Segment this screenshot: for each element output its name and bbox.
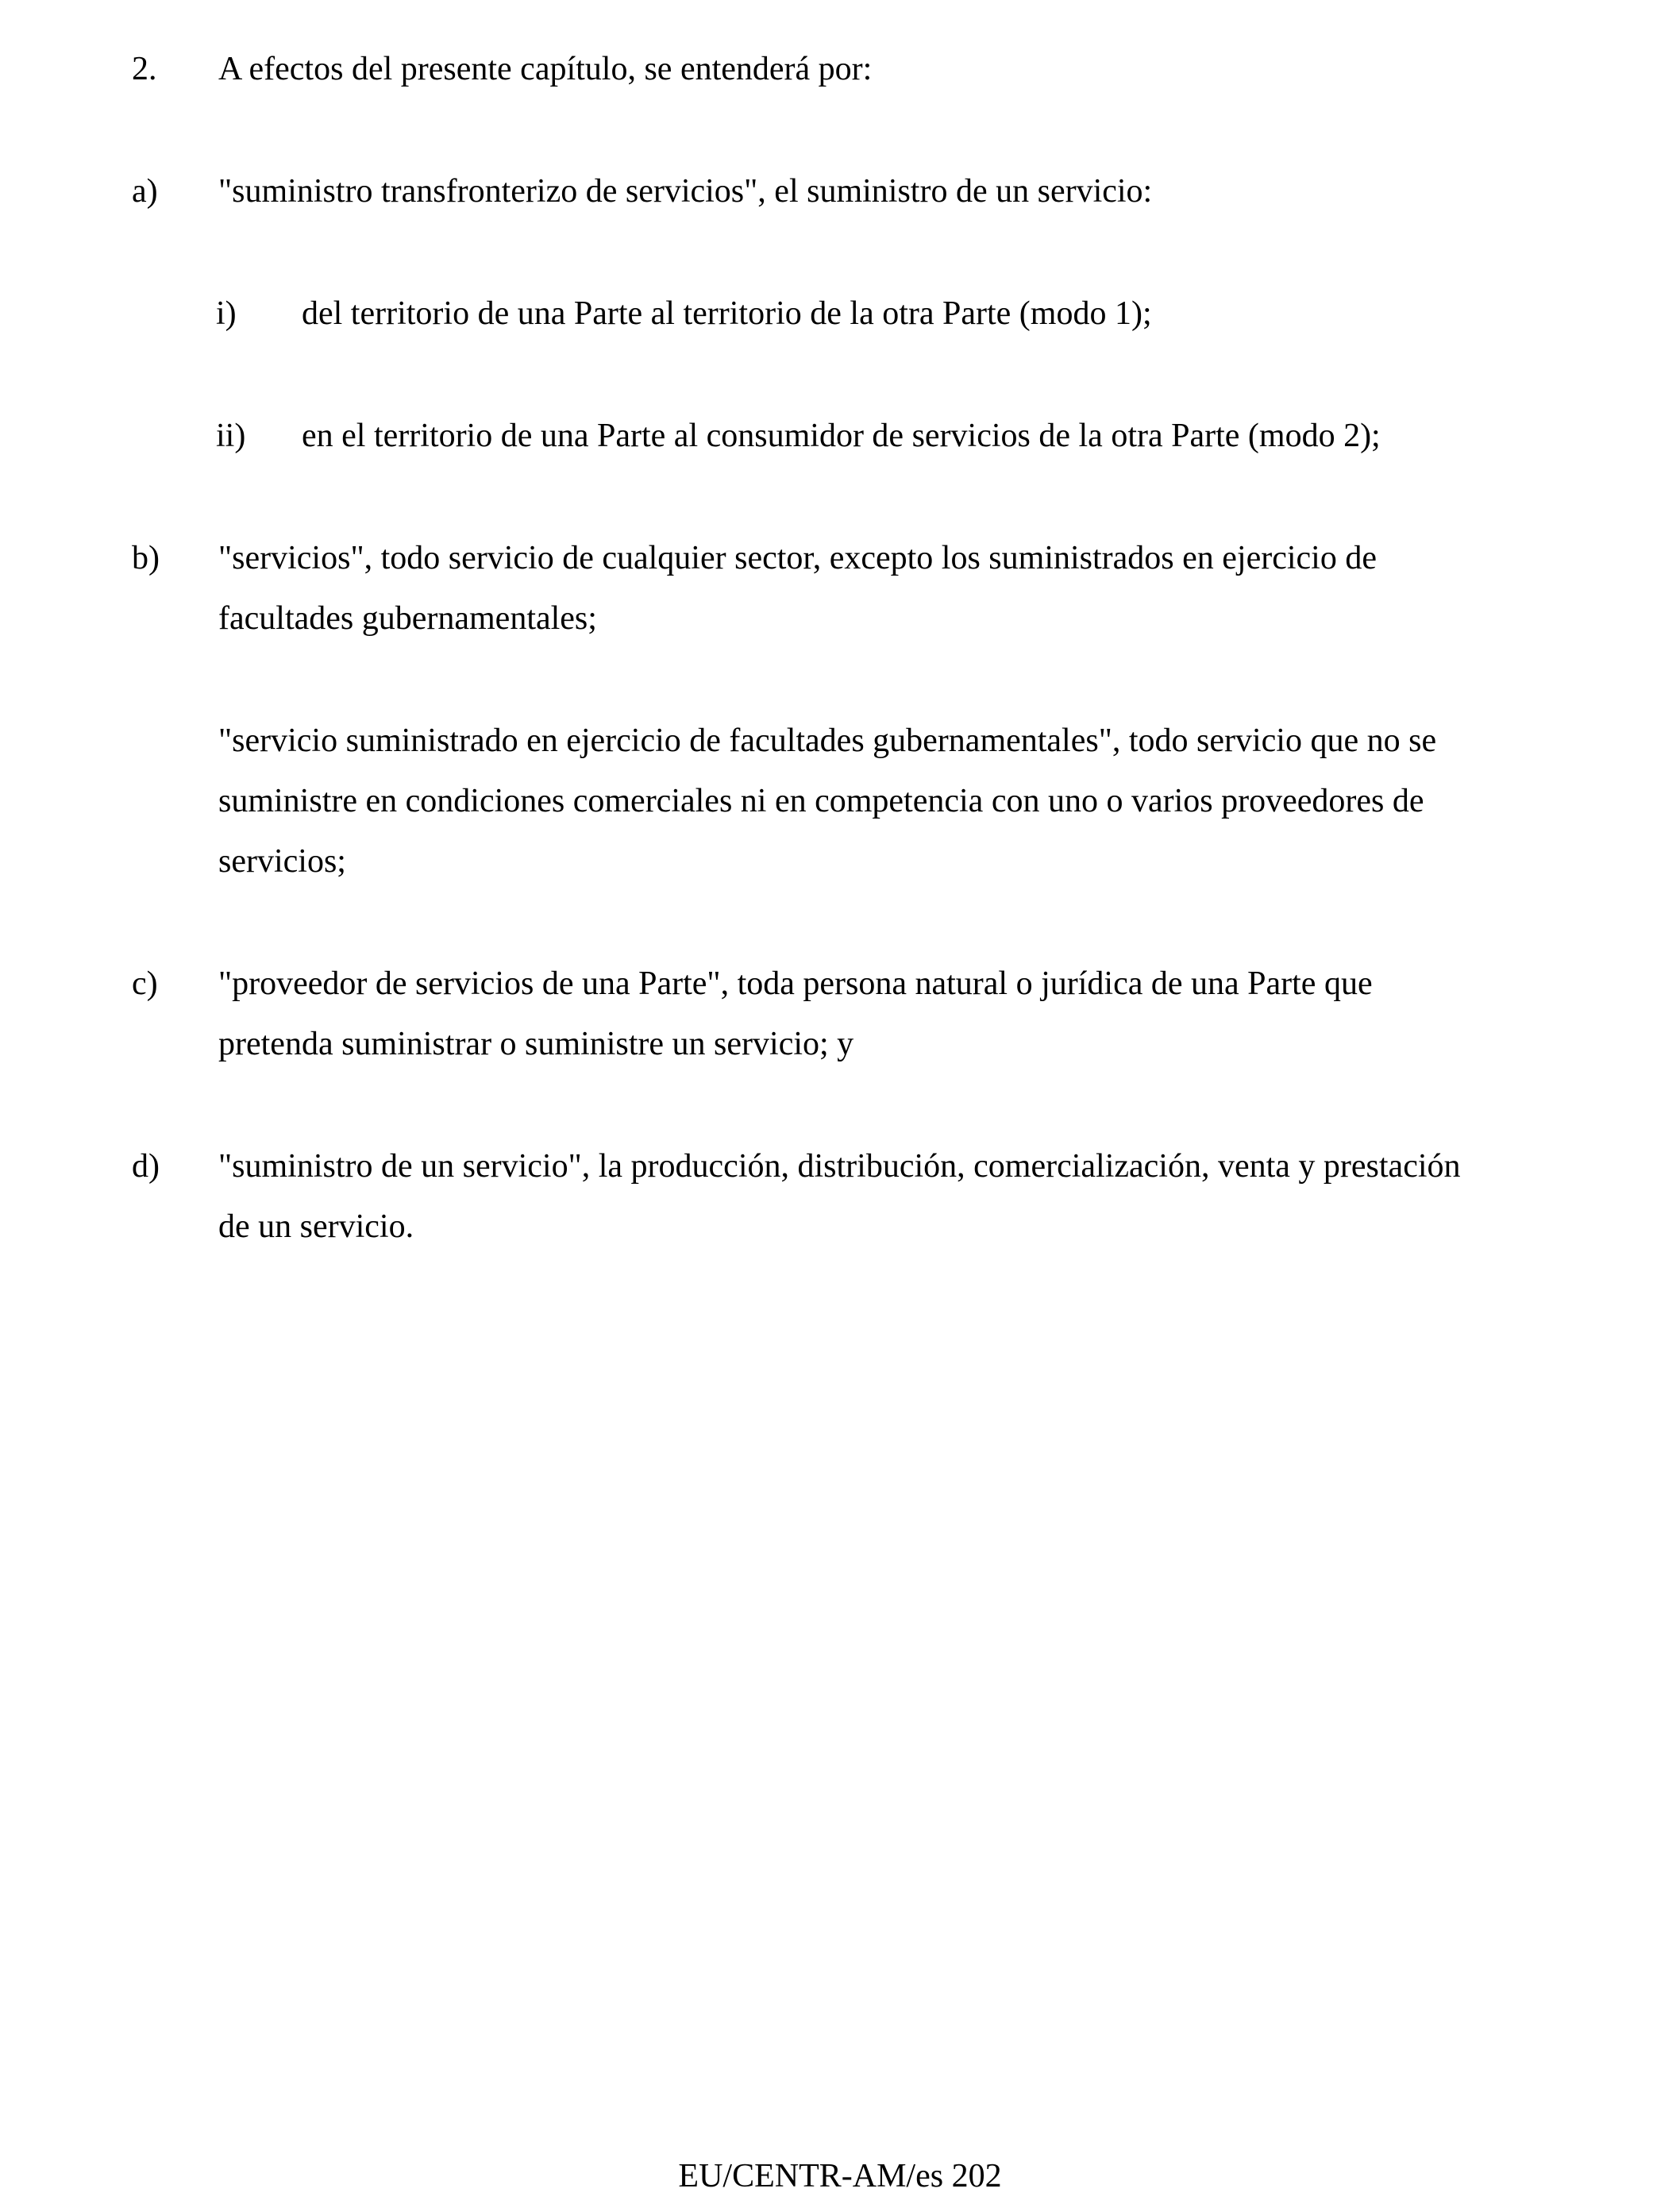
item-b-paragraph-2-line-2: suministre en condiciones comerciales ni en competencia con uno o varios proveedores de: [218, 783, 1424, 819]
item-b-label: b): [132, 540, 160, 576]
item-2-number: 2.: [132, 51, 157, 87]
item-c-line-2: pretenda suministrar o suministre un servicio; y: [218, 1026, 854, 1062]
item-a-text: "suministro transfronterizo de servicios", el suministro de un servicio:: [218, 173, 1153, 210]
item-d-label: d): [132, 1148, 160, 1185]
item-c-line-1: "proveedor de servicios de una Parte", toda persona natural o jurídica de una Parte que: [218, 965, 1373, 1002]
item-d-line-2: de un servicio.: [218, 1208, 414, 1245]
item-a-sub-i-label: i): [216, 295, 237, 332]
item-a-sub-i-text: del territorio de una Parte al territorio de la otra Parte (modo 1);: [302, 295, 1152, 332]
item-d-line-1: "suministro de un servicio", la producción, distribución, comercialización, venta y prestación: [218, 1148, 1461, 1185]
item-a-sub-ii-label: ii): [216, 418, 246, 454]
item-b-paragraph-2-line-3: servicios;: [218, 843, 346, 880]
item-b-line-1: "servicios", todo servicio de cualquier sector, excepto los suministrados en ejercicio de: [218, 540, 1377, 576]
item-c-label: c): [132, 965, 158, 1002]
item-a-sub-ii-text: en el territorio de una Parte al consumidor de servicios de la otra Parte (modo 2);: [302, 418, 1381, 454]
item-b-paragraph-2-line-1: "servicio suministrado en ejercicio de facultades gubernamentales", todo servicio que no se: [218, 722, 1437, 759]
item-2-text: A efectos del presente capítulo, se entenderá por:: [218, 51, 873, 87]
item-b-line-2: facultades gubernamentales;: [218, 600, 597, 637]
page-footer-reference: EU/CENTR-AM/es 202: [678, 2158, 1002, 2194]
item-a-label: a): [132, 173, 158, 210]
